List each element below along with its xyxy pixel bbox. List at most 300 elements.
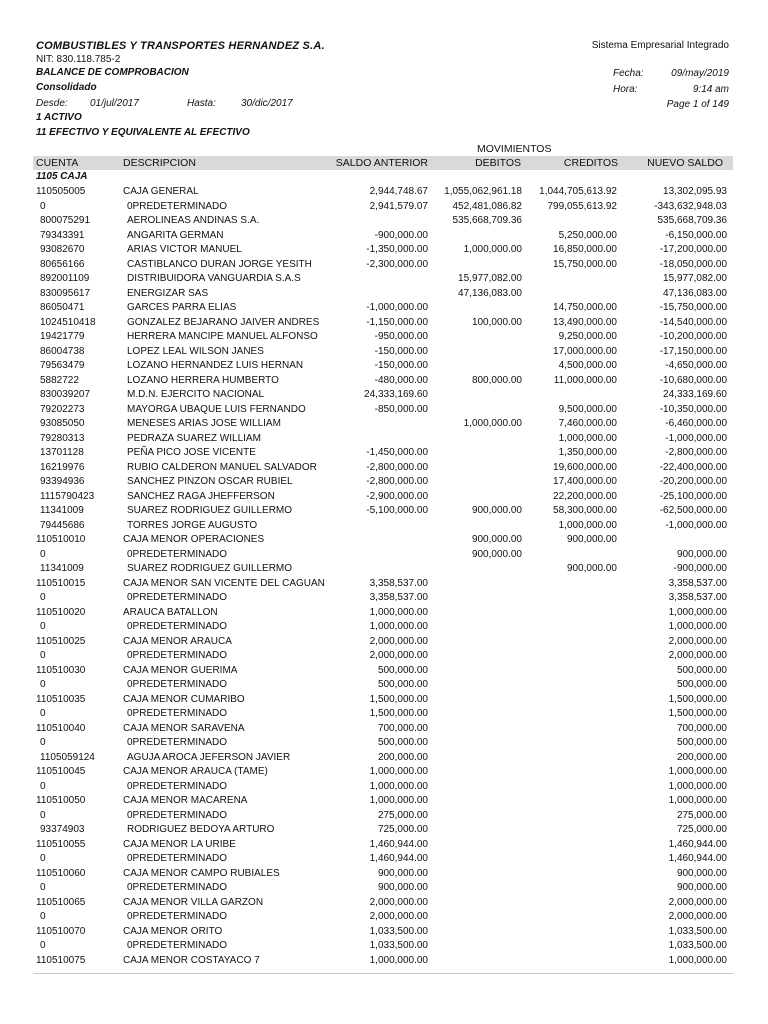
table-row <box>0 316 768 331</box>
cell-cuenta: 830095617 <box>40 287 91 299</box>
cell-debitos: 100,000.00 <box>471 316 522 328</box>
table-row <box>0 852 768 867</box>
cell-cuenta: 0 <box>40 708 46 719</box>
cell-creditos: 1,000,000.00 <box>558 432 617 444</box>
cell-nuevo-saldo: -10,680,000.00 <box>659 374 727 386</box>
col-debitos: DEBITOS <box>475 157 521 169</box>
fecha-value: 09/may/2019 <box>671 68 729 79</box>
table-row <box>0 620 768 635</box>
cell-cuenta: 93374903 <box>40 824 85 835</box>
hasta-label: Hasta: <box>187 98 216 109</box>
footer-divider <box>33 973 733 974</box>
cell-descripcion: CAJA MENOR CAMPO RUBIALES <box>123 867 280 879</box>
cell-descripcion: AGUJA AROCA JEFERSON JAVIER <box>127 751 291 763</box>
cell-saldo-anterior: -5,100,000.00 <box>366 505 428 516</box>
group-title: 1105 CAJA <box>36 171 88 182</box>
cell-nuevo-saldo: 500,000.00 <box>676 737 727 748</box>
cell-descripcion: SANCHEZ PINZON OSCAR RUBIEL <box>127 476 293 487</box>
cell-saldo-anterior: 1,000,000.00 <box>369 954 428 966</box>
cell-cuenta: 79202273 <box>40 403 85 415</box>
cell-debitos: 535,668,709.36 <box>452 215 522 226</box>
table-row <box>0 475 768 490</box>
table-row <box>0 794 768 809</box>
cell-nuevo-saldo: -62,500,000.00 <box>659 505 727 516</box>
cell-descripcion: M.D.N. EJERCITO NACIONAL <box>127 389 265 400</box>
cell-nuevo-saldo: -22,400,000.00 <box>659 461 727 473</box>
cell-nuevo-saldo: 900,000.00 <box>676 548 727 560</box>
cell-creditos: 4,500,000.00 <box>558 360 617 371</box>
cell-nuevo-saldo: 1,000,000.00 <box>668 780 727 792</box>
table-row <box>0 301 768 316</box>
cell-descripcion: 0PREDETERMINADO <box>127 679 228 690</box>
cell-descripcion: SANCHEZ RAGA JHEFFERSON <box>127 490 275 502</box>
cell-descripcion: MAYORGA UBAQUE LUIS FERNANDO <box>127 403 306 415</box>
cell-cuenta: 0 <box>40 737 46 748</box>
hora-value: 9:14 am <box>692 84 729 95</box>
cell-descripcion: CAJA MENOR ARAUCA (TAME) <box>123 766 268 777</box>
cell-nuevo-saldo: -2,800,000.00 <box>665 447 727 458</box>
cell-nuevo-saldo: -4,650,000.00 <box>665 360 727 371</box>
cell-nuevo-saldo: 535,668,709.36 <box>657 215 727 226</box>
cell-saldo-anterior: -2,300,000.00 <box>366 258 428 270</box>
cell-cuenta: 892001109 <box>40 273 90 284</box>
table-row <box>0 577 768 592</box>
hasta-value: 30/dic/2017 <box>241 98 293 109</box>
company-nit: NIT: 830.118.785-2 <box>36 54 121 65</box>
cell-nuevo-saldo: 500,000.00 <box>676 679 727 690</box>
cell-saldo-anterior: 500,000.00 <box>377 679 428 690</box>
cell-saldo-anterior: 2,000,000.00 <box>369 635 428 647</box>
cell-descripcion: 0PREDETERMINADO <box>127 940 228 951</box>
cell-descripcion: CAJA MENOR CUMARIBO <box>123 693 245 705</box>
cell-cuenta: 110505005 <box>36 186 86 197</box>
cell-descripcion: LOZANO HERNANDEZ LUIS HERNAN <box>127 360 304 371</box>
cell-nuevo-saldo: 700,000.00 <box>676 722 727 734</box>
cell-nuevo-saldo: 500,000.00 <box>676 664 727 676</box>
cell-nuevo-saldo: 1,500,000.00 <box>668 708 727 719</box>
cell-descripcion: CAJA MENOR VILLA GARZON <box>123 896 264 908</box>
cell-creditos: 19,600,000.00 <box>553 461 617 473</box>
column-header-bar <box>33 156 733 170</box>
cell-saldo-anterior: 1,460,944.00 <box>369 853 428 864</box>
cell-nuevo-saldo: 1,033,500.00 <box>668 925 727 937</box>
cell-creditos: 17,000,000.00 <box>553 345 617 357</box>
table-row <box>0 432 768 447</box>
section-level2: 11 EFECTIVO Y EQUIVALENTE AL EFECTIVO <box>36 127 250 138</box>
cell-saldo-anterior: 500,000.00 <box>377 737 428 748</box>
cell-nuevo-saldo: 275,000.00 <box>676 809 727 821</box>
cell-creditos: 799,055,613.92 <box>547 200 617 212</box>
cell-creditos: 14,750,000.00 <box>553 302 617 313</box>
cell-cuenta: 0 <box>40 200 46 212</box>
table-row <box>0 707 768 722</box>
movimientos-header: MOVIMIENTOS <box>477 143 552 155</box>
cell-saldo-anterior: 2,000,000.00 <box>369 650 428 661</box>
cell-descripcion: ENERGIZAR SAS <box>127 287 209 299</box>
cell-descripcion: PEÑA PICO JOSE VICENTE <box>127 447 256 458</box>
cell-nuevo-saldo: 3,358,537.00 <box>668 577 727 589</box>
cell-cuenta: 19421779 <box>40 331 85 342</box>
table-row <box>0 330 768 345</box>
cell-cuenta: 5882722 <box>40 374 79 386</box>
cell-saldo-anterior: 275,000.00 <box>377 809 428 821</box>
cell-descripcion: TORRES JORGE AUGUSTO <box>127 519 258 531</box>
table-row <box>0 200 768 215</box>
cell-cuenta: 79280313 <box>40 432 85 444</box>
cell-cuenta: 0 <box>40 853 46 864</box>
system-name: Sistema Empresarial Integrado <box>591 40 729 51</box>
table-row <box>0 287 768 302</box>
report-scope: Consolidado <box>36 82 97 93</box>
cell-descripcion: HERRERA MANCIPE MANUEL ALFONSO <box>127 331 318 342</box>
cell-descripcion: 0PREDETERMINADO <box>127 853 228 864</box>
cell-saldo-anterior: -150,000.00 <box>374 360 428 371</box>
cell-descripcion: 0PREDETERMINADO <box>127 882 228 893</box>
table-row <box>0 780 768 795</box>
cell-saldo-anterior: 2,941,579.07 <box>369 200 428 212</box>
table-row <box>0 722 768 737</box>
table-row <box>0 649 768 664</box>
cell-descripcion: PEDRAZA SUAREZ WILLIAM <box>127 432 261 444</box>
cell-descripcion: CAJA MENOR SAN VICENTE DEL CAGUAN <box>123 577 325 589</box>
table-row <box>0 374 768 389</box>
section-level1: 1 ACTIVO <box>36 112 82 123</box>
table-row <box>0 504 768 519</box>
cell-descripcion: CAJA MENOR COSTAYACO 7 <box>123 954 260 966</box>
cell-cuenta: 93394936 <box>40 476 85 487</box>
table-row <box>0 533 768 548</box>
cell-cuenta: 0 <box>40 882 46 893</box>
cell-debitos: 900,000.00 <box>471 505 522 516</box>
cell-nuevo-saldo: 900,000.00 <box>676 867 727 879</box>
cell-saldo-anterior: 725,000.00 <box>377 824 428 835</box>
cell-descripcion: 0PREDETERMINADO <box>127 592 228 603</box>
cell-creditos: 900,000.00 <box>566 534 617 545</box>
cell-cuenta: 11341009 <box>40 505 84 516</box>
cell-cuenta: 93085050 <box>40 418 85 429</box>
cell-debitos: 1,000,000.00 <box>463 418 522 429</box>
cell-cuenta: 110510065 <box>36 896 86 908</box>
cell-cuenta: 79343391 <box>40 229 85 241</box>
table-row <box>0 359 768 374</box>
table-row <box>0 562 768 577</box>
cell-descripcion: ARAUCA BATALLON <box>123 606 218 618</box>
cell-descripcion: RODRIGUEZ BEDOYA ARTURO <box>127 824 275 835</box>
cell-saldo-anterior: -1,450,000.00 <box>366 447 428 458</box>
cell-descripcion: CAJA MENOR SARAVENA <box>123 722 245 734</box>
cell-creditos: 22,200,000.00 <box>553 490 617 502</box>
cell-descripcion: CASTIBLANCO DURAN JORGE YESITH <box>127 258 312 270</box>
table-row <box>0 185 768 200</box>
table-row <box>0 823 768 838</box>
page-number: Page 1 of 149 <box>666 99 729 110</box>
table-row <box>0 736 768 751</box>
cell-cuenta: 830039207 <box>40 389 91 400</box>
cell-saldo-anterior: 3,358,537.00 <box>369 592 428 603</box>
cell-saldo-anterior: -900,000.00 <box>374 229 428 241</box>
cell-debitos: 47,136,083.00 <box>458 287 522 299</box>
cell-cuenta: 1105059124 <box>40 751 95 763</box>
cell-descripcion: RUBIO CALDERON MANUEL SALVADOR <box>127 461 317 473</box>
cell-cuenta: 0 <box>40 911 46 922</box>
cell-cuenta: 110510055 <box>36 838 86 850</box>
cell-cuenta: 110510020 <box>36 606 86 618</box>
cell-debitos: 900,000.00 <box>471 534 522 545</box>
cell-saldo-anterior: 2,944,748.67 <box>369 186 428 197</box>
cell-nuevo-saldo: -10,350,000.00 <box>659 403 727 415</box>
cell-saldo-anterior: 3,358,537.00 <box>369 577 428 589</box>
table-row <box>0 678 768 693</box>
cell-creditos: 58,300,000.00 <box>553 505 617 516</box>
cell-nuevo-saldo: 2,000,000.00 <box>668 650 727 661</box>
cell-cuenta: 0 <box>40 650 46 661</box>
cell-descripcion: MENESES ARIAS JOSE WILLIAM <box>127 418 281 429</box>
cell-cuenta: 0 <box>40 940 46 951</box>
cell-saldo-anterior: 900,000.00 <box>377 882 428 893</box>
fecha-label: Fecha: <box>613 68 644 79</box>
cell-nuevo-saldo: -900,000.00 <box>673 563 727 574</box>
cell-saldo-anterior: 1,000,000.00 <box>369 780 428 792</box>
cell-saldo-anterior: 700,000.00 <box>377 722 428 734</box>
cell-saldo-anterior: 2,000,000.00 <box>369 896 428 908</box>
cell-cuenta: 79563479 <box>40 360 85 371</box>
cell-descripcion: ANGARITA GERMAN <box>127 229 224 241</box>
cell-cuenta: 110510010 <box>36 534 86 545</box>
cell-creditos: 15,750,000.00 <box>553 258 617 270</box>
cell-descripcion: CAJA MENOR OPERACIONES <box>123 534 265 545</box>
cell-descripcion: LOZANO HERRERA HUMBERTO <box>127 374 279 386</box>
cell-nuevo-saldo: 1,000,000.00 <box>668 954 727 966</box>
cell-nuevo-saldo: -10,200,000.00 <box>659 331 727 342</box>
cell-debitos: 1,000,000.00 <box>463 244 522 255</box>
cell-nuevo-saldo: 15,977,082.00 <box>663 273 727 284</box>
cell-saldo-anterior: -150,000.00 <box>374 345 428 357</box>
cell-saldo-anterior: 24,333,169.60 <box>364 389 428 400</box>
cell-descripcion: CAJA MENOR MACARENA <box>123 795 248 806</box>
cell-debitos: 452,481,086.82 <box>452 200 522 212</box>
cell-cuenta: 1115790423 <box>40 490 95 502</box>
table-row <box>0 635 768 650</box>
cell-descripcion: 0PREDETERMINADO <box>127 809 228 821</box>
cell-cuenta: 110510030 <box>36 664 86 676</box>
table-row <box>0 881 768 896</box>
cell-cuenta: 110510025 <box>36 635 86 647</box>
cell-nuevo-saldo: 47,136,083.00 <box>663 287 727 299</box>
cell-saldo-anterior: 1,000,000.00 <box>369 766 428 777</box>
cell-saldo-anterior: 1,033,500.00 <box>369 940 428 951</box>
cell-nuevo-saldo: 900,000.00 <box>676 882 727 893</box>
cell-descripcion: 0PREDETERMINADO <box>127 737 228 748</box>
cell-cuenta: 13701128 <box>40 447 84 458</box>
table-row <box>0 345 768 360</box>
cell-saldo-anterior: -480,000.00 <box>374 374 428 386</box>
cell-creditos: 16,850,000.00 <box>553 244 617 255</box>
cell-descripcion: GONZALEZ BEJARANO JAIVER ANDRES <box>127 316 320 328</box>
cell-creditos: 900,000.00 <box>566 563 617 574</box>
table-row <box>0 765 768 780</box>
cell-descripcion: 0PREDETERMINADO <box>127 548 228 560</box>
cell-saldo-anterior: 1,033,500.00 <box>369 925 428 937</box>
cell-creditos: 11,000,000.00 <box>553 374 617 386</box>
cell-saldo-anterior: -1,150,000.00 <box>366 316 428 328</box>
cell-descripcion: GARCES PARRA ELIAS <box>127 302 237 313</box>
cell-debitos: 900,000.00 <box>471 548 522 560</box>
cell-cuenta: 0 <box>40 809 46 821</box>
cell-nuevo-saldo: 1,000,000.00 <box>668 621 727 632</box>
cell-creditos: 9,500,000.00 <box>558 403 617 415</box>
cell-descripcion: 0PREDETERMINADO <box>127 650 228 661</box>
cell-descripcion: 0PREDETERMINADO <box>127 911 228 922</box>
table-row <box>0 954 768 969</box>
cell-nuevo-saldo: -17,150,000.00 <box>659 345 727 357</box>
cell-cuenta: 0 <box>40 592 46 603</box>
cell-nuevo-saldo: 1,033,500.00 <box>668 940 727 951</box>
table-row <box>0 272 768 287</box>
cell-nuevo-saldo: 13,302,095.93 <box>663 186 727 197</box>
table-row <box>0 490 768 505</box>
table-row <box>0 258 768 273</box>
cell-saldo-anterior: -1,350,000.00 <box>366 244 428 255</box>
desde-value: 01/jul/2017 <box>90 98 139 109</box>
cell-descripcion: SUAREZ RODRIGUEZ GUILLERMO <box>127 505 293 516</box>
cell-nuevo-saldo: -25,100,000.00 <box>659 490 727 502</box>
table-row <box>0 606 768 621</box>
cell-debitos: 15,977,082.00 <box>458 273 522 284</box>
cell-nuevo-saldo: -14,540,000.00 <box>659 316 727 328</box>
table-row <box>0 446 768 461</box>
cell-nuevo-saldo: 1,000,000.00 <box>668 766 727 777</box>
cell-nuevo-saldo: -15,750,000.00 <box>659 302 727 313</box>
table-row <box>0 461 768 476</box>
cell-cuenta: 86050471 <box>40 302 85 313</box>
cell-nuevo-saldo: -1,000,000.00 <box>665 519 727 531</box>
cell-nuevo-saldo: -6,460,000.00 <box>665 418 727 429</box>
cell-descripcion: 0PREDETERMINADO <box>127 621 228 632</box>
table-row <box>0 939 768 954</box>
col-descripcion: DESCRIPCION <box>123 157 196 169</box>
cell-descripcion: CAJA GENERAL <box>123 186 199 197</box>
cell-nuevo-saldo: -1,000,000.00 <box>665 432 727 444</box>
cell-nuevo-saldo: -343,632,948.03 <box>654 200 727 212</box>
cell-creditos: 9,250,000.00 <box>558 331 617 342</box>
cell-descripcion: SUAREZ RODRIGUEZ GUILLERMO <box>127 563 293 574</box>
cell-saldo-anterior: 1,500,000.00 <box>369 693 428 705</box>
cell-descripcion: DISTRIBUIDORA VANGUARDIA S.A.S <box>127 273 301 284</box>
cell-cuenta: 86004738 <box>40 345 85 357</box>
cell-cuenta: 0 <box>40 548 46 560</box>
cell-creditos: 13,490,000.00 <box>553 316 617 328</box>
cell-saldo-anterior: 2,000,000.00 <box>369 911 428 922</box>
table-row <box>0 243 768 258</box>
cell-nuevo-saldo: -17,200,000.00 <box>659 244 727 255</box>
table-row <box>0 548 768 563</box>
table-row <box>0 809 768 824</box>
cell-nuevo-saldo: 1,000,000.00 <box>668 606 727 618</box>
cell-cuenta: 79445686 <box>40 519 85 531</box>
cell-nuevo-saldo: 2,000,000.00 <box>668 896 727 908</box>
cell-creditos: 1,044,705,613.92 <box>539 186 617 197</box>
cell-debitos: 1,055,062,961.18 <box>444 186 522 197</box>
cell-saldo-anterior: -1,000,000.00 <box>366 302 428 313</box>
cell-descripcion: CAJA MENOR ARAUCA <box>123 635 232 647</box>
cell-descripcion: 0PREDETERMINADO <box>127 200 228 212</box>
cell-cuenta: 1024510418 <box>40 316 96 328</box>
cell-descripcion: AEROLINEAS ANDINAS S.A. <box>127 215 260 226</box>
cell-descripcion: CAJA MENOR ORITO <box>123 925 223 937</box>
desde-label: Desde: <box>36 98 68 109</box>
cell-saldo-anterior: -2,800,000.00 <box>366 461 428 473</box>
cell-cuenta: 110510035 <box>36 693 86 705</box>
cell-nuevo-saldo: 200,000.00 <box>676 751 727 763</box>
cell-nuevo-saldo: 1,460,944.00 <box>668 838 727 850</box>
cell-descripcion: ARIAS VICTOR MANUEL <box>127 244 242 255</box>
cell-nuevo-saldo: 2,000,000.00 <box>668 911 727 922</box>
cell-saldo-anterior: -850,000.00 <box>374 403 428 415</box>
table-row <box>0 591 768 606</box>
cell-cuenta: 0 <box>40 780 46 792</box>
cell-nuevo-saldo: 725,000.00 <box>676 824 727 835</box>
table-row <box>0 910 768 925</box>
cell-nuevo-saldo: 3,358,537.00 <box>668 592 727 603</box>
cell-cuenta: 93082670 <box>40 244 85 255</box>
cell-cuenta: 110510040 <box>36 722 86 734</box>
cell-saldo-anterior: 1,460,944.00 <box>369 838 428 850</box>
cell-descripcion: CAJA MENOR LA URIBE <box>123 838 236 850</box>
cell-cuenta: 800075291 <box>40 215 91 226</box>
cell-creditos: 1,000,000.00 <box>558 519 617 531</box>
balance-table <box>0 185 768 968</box>
cell-creditos: 7,460,000.00 <box>558 418 617 429</box>
cell-saldo-anterior: -2,800,000.00 <box>366 476 428 487</box>
table-row <box>0 896 768 911</box>
cell-creditos: 5,250,000.00 <box>558 229 617 241</box>
cell-nuevo-saldo: 1,000,000.00 <box>668 795 727 806</box>
cell-nuevo-saldo: 1,460,944.00 <box>668 853 727 864</box>
cell-descripcion: 0PREDETERMINADO <box>127 708 228 719</box>
cell-creditos: 1,350,000.00 <box>558 447 617 458</box>
table-row <box>0 693 768 708</box>
cell-saldo-anterior: 1,000,000.00 <box>369 795 428 806</box>
cell-cuenta: 0 <box>40 679 46 690</box>
company-name: COMBUSTIBLES Y TRANSPORTES HERNANDEZ S.A. <box>36 40 325 52</box>
cell-debitos: 800,000.00 <box>471 374 522 386</box>
table-row <box>0 838 768 853</box>
cell-descripcion: LOPEZ LEAL WILSON JANES <box>127 345 264 357</box>
table-row <box>0 388 768 403</box>
cell-cuenta: 110510015 <box>36 577 86 589</box>
col-creditos: CREDITOS <box>563 157 618 169</box>
table-row <box>0 229 768 244</box>
cell-nuevo-saldo: -6,150,000.00 <box>665 229 727 241</box>
cell-cuenta: 110510045 <box>36 766 86 777</box>
cell-nuevo-saldo: -18,050,000.00 <box>659 258 727 270</box>
report-title: BALANCE DE COMPROBACION <box>36 67 189 78</box>
table-row <box>0 519 768 534</box>
cell-saldo-anterior: 1,000,000.00 <box>369 621 428 632</box>
cell-nuevo-saldo: -20,200,000.00 <box>659 476 727 487</box>
cell-cuenta: 11341009 <box>40 563 84 574</box>
cell-cuenta: 16219976 <box>40 461 85 473</box>
cell-saldo-anterior: 1,500,000.00 <box>369 708 428 719</box>
cell-nuevo-saldo: 1,500,000.00 <box>668 693 727 705</box>
cell-nuevo-saldo: 2,000,000.00 <box>668 635 727 647</box>
cell-cuenta: 80656166 <box>40 258 85 270</box>
cell-saldo-anterior: 200,000.00 <box>377 751 428 763</box>
cell-cuenta: 110510060 <box>36 867 86 879</box>
table-row <box>0 417 768 432</box>
cell-descripcion: CAJA MENOR GUERIMA <box>123 664 238 676</box>
cell-saldo-anterior: 500,000.00 <box>377 664 428 676</box>
